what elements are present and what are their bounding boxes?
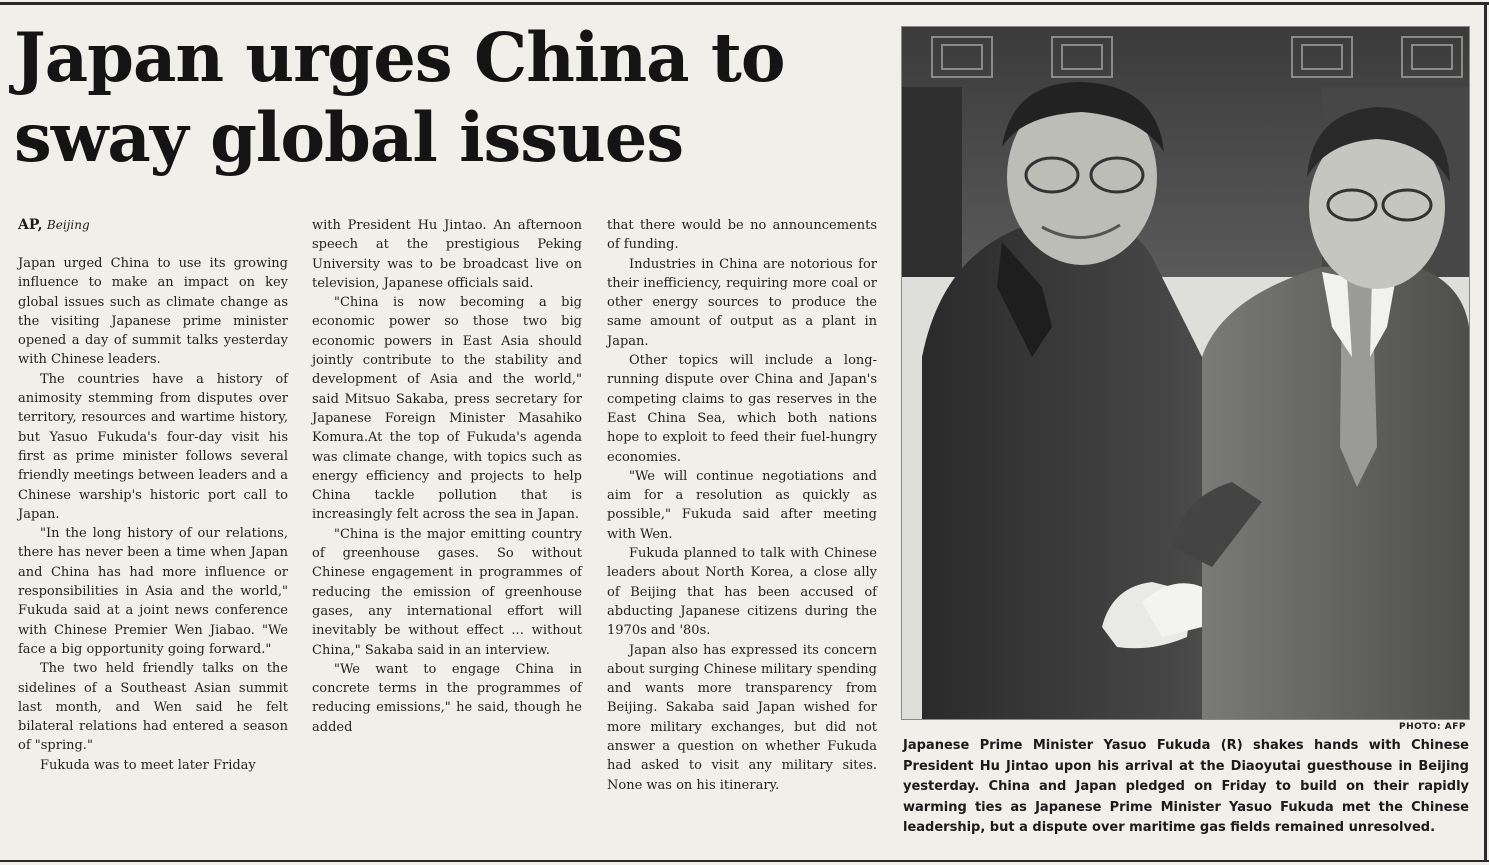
paragraph: The two held friendly talks on the sidelines of a Southeast Asian summit last month, and Wen said he felt bilateral relations had entered a season of "spring." <box>18 661 288 754</box>
handshake-photo-illustration <box>902 27 1469 719</box>
paragraph: Fukuda was to meet later Friday <box>40 757 256 773</box>
article-column-3 <box>607 216 877 856</box>
headline-line-1: Japan urges China to <box>14 18 785 97</box>
right-rule <box>1484 2 1487 862</box>
agency: AP, <box>18 217 43 233</box>
paragraph: Industries in China are notorious for their inefficiency, requiring more coal or other energy sources to produce the same amount of output as a plant in Japan. <box>607 256 877 349</box>
paragraph: Japan also has expressed its concern about surging Chinese military spending and wants more transparency from Beijing. Sakaba said Japan wished for more military exchanges, but did not answer a question on whether Fukuda had asked to visit any military sites. None was on his itinerary. <box>607 642 877 793</box>
bottom-rule <box>0 860 1489 862</box>
news-photo <box>901 26 1470 720</box>
photo-credit: PHOTO: AFP <box>1398 722 1466 732</box>
paragraph: "China is the major emitting country of greenhouse gases. So without Chinese engagement in programmes of reducing the emission of greenhouse gases, any international effort will inevitably be without effect ... without China," Sakaba said in an interview. <box>312 526 582 658</box>
top-rule <box>0 2 1489 5</box>
dateline-place: Beijing <box>46 218 90 232</box>
paragraph: Fukuda planned to talk with Chinese leaders about North Korea, a close ally of Beijing that has been accused of abducting Japanese citizens during the 1970s and '80s. <box>607 546 877 639</box>
article-column-2 <box>312 216 582 856</box>
paragraph: "We want to engage China in concrete terms in the programmes of reducing emissions," he said, though he added <box>312 661 582 735</box>
paragraph: Japan urged China to use its growing influence to make an impact on key global issues such as climate change as the visiting Japanese prime minister opened a day of summit talks yesterday with Chinese leaders. <box>18 256 288 368</box>
paragraph: The countries have a history of animosity stemming from disputes over territory, resources and wartime history, but Yasuo Fukuda's four-day visit his first as prime minister follows several friendly meetings between leaders and a Chinese warship's historic port call to Japan. <box>18 371 288 522</box>
paragraph: Other topics will include a long-running dispute over China and Japan's competing claims to gas reserves in the East China Sea, which both nations hope to exploit to feed their fuel-hungry economies. <box>607 353 877 465</box>
paragraph: "We will continue negotiations and aim for a resolution as quickly as possible," Fukuda said after meeting with Wen. <box>607 468 877 542</box>
paragraph: "China is now becoming a big economic power so those two big economic powers in East Asia should jointly contribute to the stability and development of Asia and the world," said Mitsuo Sakaba, press secretary for Japanese Foreign Minister Masahiko Komura.At the top of Fukuda's agenda was climate change, with topics such as energy efficiency and projects to help China tackle pollution that is increasingly felt across the sea in Japan. <box>312 295 582 523</box>
paragraph: with President Hu Jintao. An afternoon speech at the prestigious Peking University was to be broadcast live on television, Japanese officials said. <box>312 218 582 291</box>
headline-line-2: sway global issues <box>14 98 684 177</box>
paragraph: that there would be no announcements of funding. <box>607 218 877 253</box>
dateline <box>18 216 288 234</box>
paragraph: "In the long history of our relations, there has never been a time when Japan and China has had more influence or responsibilities in Asia and the world," Fukuda said at a joint news conference with Chinese Premier Wen Jiabao. "We face a big opportunity going forward." <box>18 526 288 657</box>
article-column-1 <box>18 254 288 854</box>
photo-caption: Japanese Prime Minister Yasuo Fukuda (R) shakes hands with Chinese President Hu Jintao upon his arrival at the Diaoyutai guesthouse in Beijing yesterday. China and Japan pledged on Friday to build on their rapidly warming ties as Japanese Prime Minister Yasuo Fukuda met the Chinese leadership, but a dispute over maritime gas fields remained unresolved. <box>903 738 1469 835</box>
headline <box>14 18 884 178</box>
